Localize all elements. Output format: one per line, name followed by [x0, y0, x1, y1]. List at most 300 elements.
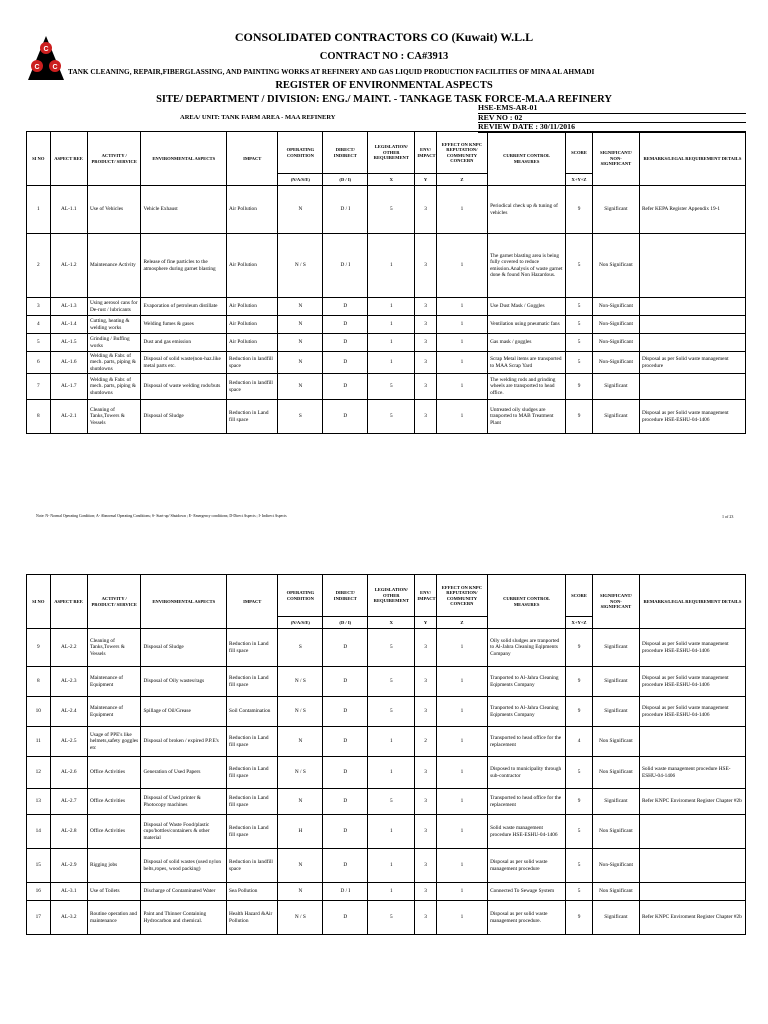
cell-y: 3: [415, 334, 436, 352]
col-score: SCORE: [566, 575, 593, 617]
cell-score: 5: [566, 883, 593, 901]
cell-direct: D: [323, 697, 368, 727]
cell-control: Disposal as per solid waste management procedure: [488, 849, 566, 883]
col-operating: OPERATING CONDITION: [278, 132, 323, 174]
cell-env-aspect: Disposal of broken / expired P.P.E's: [141, 727, 227, 757]
table-row: [27, 815, 746, 849]
sub-z: Z: [436, 174, 487, 186]
cell-si-no: 16: [27, 883, 51, 901]
cell-si-no: 10: [27, 697, 51, 727]
col-activity: ACTIVITY / PRODUCT/ SERVICE: [87, 132, 140, 186]
table-row: [27, 757, 746, 789]
col-aspect-ref: ASPECT REF.: [50, 575, 87, 629]
table-body-page-1: [27, 186, 746, 434]
cell-remarks: [639, 883, 745, 901]
col-remarks: REMARKS/LEGAL REQUIREMENT DETAILS: [639, 132, 745, 186]
svg-text:C: C: [43, 46, 49, 53]
cell-operating: N: [278, 727, 323, 757]
cell-activity: Welding & Fabr. of mech. parts, piping & shutdowns: [87, 374, 140, 400]
cell-direct: D: [323, 334, 368, 352]
sub-operating: (N/A/S/E): [278, 617, 323, 629]
cell-x: 5: [368, 697, 415, 727]
cell-operating: S: [278, 400, 323, 434]
col-legislation: LEGISLATION/ OTHER REQUIREMENT: [368, 132, 415, 174]
cell-x: 1: [368, 727, 415, 757]
cell-aspect-ref: AL-1.4: [50, 316, 87, 334]
sub-y: Y: [415, 174, 436, 186]
cell-si-no: 5: [27, 334, 51, 352]
cell-operating: N: [278, 186, 323, 234]
cell-si-no: 13: [27, 789, 51, 815]
col-effect: EFFECT ON KNPC REPUTATION/ COMMUNITY CONCERN: [436, 132, 487, 174]
cell-activity: Maintenance Activity: [87, 234, 140, 298]
cell-operating: N: [278, 374, 323, 400]
cell-env-aspect: Disposal of solid waste(non-haz.like metal parts etc.: [141, 352, 227, 374]
table-body-page-2: [27, 629, 746, 935]
cell-activity: Welding & Fabr. of mech. parts, piping & shutdowns: [87, 352, 140, 374]
cell-remarks: [639, 727, 745, 757]
cell-activity: Cleaning of Tanks,Towers & Vessels: [87, 629, 140, 667]
cell-y: 3: [415, 316, 436, 334]
cell-direct: D: [323, 374, 368, 400]
table-row: [27, 316, 746, 334]
cell-env-aspect: Disposal of Used printer & Photocopy machines: [141, 789, 227, 815]
cell-activity: Maintenance of Equipment: [87, 667, 140, 697]
cell-operating: N: [278, 298, 323, 316]
cell-activity: Maintenance of Equipment: [87, 697, 140, 727]
cell-env-aspect: Vehicle Exhaust: [141, 186, 227, 234]
cell-control: Tranported to Al-Jahra Cleaning Eqipments Company: [488, 697, 566, 727]
cell-x: 1: [368, 316, 415, 334]
cell-operating: N: [278, 883, 323, 901]
cell-z: 1: [436, 298, 487, 316]
cell-si-no: 7: [27, 374, 51, 400]
cell-y: 3: [415, 352, 436, 374]
cell-impact: Reduction in Land fill space: [227, 815, 278, 849]
cell-impact: Air Pollution: [227, 234, 278, 298]
col-significant: SIGNIFICANT/ NON-SIGNIFICANT: [592, 132, 639, 186]
review-date: REVIEW DATE : 30/11/2016: [478, 123, 746, 133]
cell-remarks: [639, 298, 745, 316]
cell-y: 3: [415, 789, 436, 815]
cell-env-aspect: Evaporation of petroleum distillate: [141, 298, 227, 316]
cell-significant: Non Significant: [592, 727, 639, 757]
aspects-table-page-1: [26, 131, 746, 434]
cell-significant: Significant: [592, 400, 639, 434]
col-controls: CURRENT CONTROL MEASURES: [488, 132, 566, 186]
cell-remarks: [639, 849, 745, 883]
cell-significant: Significant: [592, 629, 639, 667]
footer-note: Note: N- Normal Operating Condition; A- Abnormal Operating Conditions; S- Start-up/ Shutdown ; E- Emergency conditions; D-Direct Aspects ; I- Indirect Aspects: [36, 514, 287, 518]
cell-activity: Office Activities: [87, 757, 140, 789]
cell-score: 9: [566, 697, 593, 727]
cell-score: 9: [566, 789, 593, 815]
cell-env-aspect: Disposal of Sludge: [141, 400, 227, 434]
cell-env-aspect: Generation of Used Papers: [141, 757, 227, 789]
cell-control: Solid waste management procedure HSE-ESHU-04-1406: [488, 815, 566, 849]
cell-activity: Routine operation and maintenance: [87, 901, 140, 935]
cell-control: Connected To Sewage System: [488, 883, 566, 901]
cell-activity: Usage of PPE's like helmets,safety goggles etc: [87, 727, 140, 757]
cell-aspect-ref: AL-2.6: [50, 757, 87, 789]
cell-control: Transported to head office for the replacement: [488, 727, 566, 757]
cell-operating: N / S: [278, 757, 323, 789]
cell-remarks: [639, 815, 745, 849]
cell-x: 5: [368, 789, 415, 815]
col-si-no: SI NO: [27, 132, 51, 186]
cell-control: Tranported to Al-Jahra Cleaning Eqipments Company: [488, 667, 566, 697]
cell-remarks: Disposal as per Solid waste management procedure: [639, 352, 745, 374]
cell-x: 1: [368, 352, 415, 374]
cell-z: 1: [436, 334, 487, 352]
table-row: [27, 901, 746, 935]
cell-control: The welding rods and grinding wheels are transported to head office.: [488, 374, 566, 400]
cell-z: 1: [436, 757, 487, 789]
sub-operating: (N/A/S/E): [278, 174, 323, 186]
cell-aspect-ref: AL-2.5: [50, 727, 87, 757]
cell-si-no: 8: [27, 667, 51, 697]
sub-direct: (D / I): [323, 617, 368, 629]
revision-number: REV NO : 02: [478, 114, 746, 124]
document-control-box: [478, 104, 746, 133]
cell-impact: Air Pollution: [227, 186, 278, 234]
cell-x: 1: [368, 234, 415, 298]
cell-si-no: 3: [27, 298, 51, 316]
cell-y: 3: [415, 815, 436, 849]
cell-operating: N / S: [278, 697, 323, 727]
svg-text:C: C: [52, 64, 58, 71]
cell-score: 5: [566, 316, 593, 334]
cell-x: 1: [368, 815, 415, 849]
cell-z: 1: [436, 697, 487, 727]
cell-operating: N / S: [278, 667, 323, 697]
cell-env-aspect: Disposal of Oily wastes/rags: [141, 667, 227, 697]
sub-x: X: [368, 617, 415, 629]
cell-score: 9: [566, 374, 593, 400]
cell-z: 1: [436, 901, 487, 935]
col-env-aspects: ENVIRONMENTAL ASPECTS: [141, 575, 227, 629]
cell-y: 3: [415, 374, 436, 400]
cell-significant: Non-Significant: [592, 352, 639, 374]
col-score: SCORE: [566, 132, 593, 174]
cell-direct: D: [323, 815, 368, 849]
sub-score: X+Y+Z: [566, 174, 593, 186]
cell-z: 1: [436, 234, 487, 298]
cell-remarks: Disposal as per Solid waste management procedure HSE-ESHU-04-1406: [639, 667, 745, 697]
cell-activity: Use of Toilets: [87, 883, 140, 901]
cell-aspect-ref: AL-2.9: [50, 849, 87, 883]
page-number: 1 of 23: [722, 514, 734, 519]
cell-significant: Significant: [592, 374, 639, 400]
cell-remarks: Refer KNPC Enviroment Register Chapter #2b: [639, 789, 745, 815]
table-row: [27, 883, 746, 901]
col-si-no: SI NO: [27, 575, 51, 629]
cell-x: 5: [368, 901, 415, 935]
cell-impact: Reduction in landfill space: [227, 849, 278, 883]
col-legislation: LEGISLATION/ OTHER REQUIREMENT: [368, 575, 415, 617]
area-unit: AREA/ UNIT: TANK FARM AREA - MAA REFINERY: [180, 114, 336, 121]
cell-remarks: Disposal as per Solid waste management procedure HSE-ESHU-04-1406: [639, 400, 745, 434]
cell-operating: H: [278, 815, 323, 849]
cell-operating: S: [278, 629, 323, 667]
cell-aspect-ref: AL-1.1: [50, 186, 87, 234]
cell-aspect-ref: AL-2.4: [50, 697, 87, 727]
cell-si-no: 6: [27, 352, 51, 374]
cell-direct: D / I: [323, 883, 368, 901]
cell-remarks: Disposal as per Solid waste management procedure HSE-ESHU-04-1406: [639, 629, 745, 667]
cell-remarks: [639, 334, 745, 352]
col-env-impact: ENV/ IMPACT: [415, 132, 436, 174]
cell-remarks: [639, 234, 745, 298]
cell-y: 3: [415, 298, 436, 316]
col-controls: CURRENT CONTROL MEASURES: [488, 575, 566, 629]
cell-score: 9: [566, 629, 593, 667]
cell-z: 1: [436, 727, 487, 757]
cell-remarks: Refer KNPC Enviroment Register Chapter #2b: [639, 901, 745, 935]
cell-control: Use Dust Mask / Goggles: [488, 298, 566, 316]
cell-operating: N: [278, 352, 323, 374]
cell-operating: N / S: [278, 234, 323, 298]
cell-control: Scrap Metal items are transported to MAA Scrap Yard: [488, 352, 566, 374]
col-effect: EFFECT ON KNPC REPUTATION/ COMMUNITY CONCERN: [436, 575, 487, 617]
cell-x: 5: [368, 186, 415, 234]
col-impact: IMPACT: [227, 132, 278, 186]
cell-impact: Reduction in Land fill space: [227, 667, 278, 697]
cell-operating: N: [278, 316, 323, 334]
cell-env-aspect: Disposal of solid wastes (used nylon belts,ropes, wood packing): [141, 849, 227, 883]
cell-env-aspect: Disposal of Sludge: [141, 629, 227, 667]
cell-direct: D: [323, 849, 368, 883]
col-direct: DIRECT/ INDIRECT: [323, 575, 368, 617]
cell-control: The garnet blasting area is being fully covered to reduce emission.Analysis of waste garnet done & found Non Hazardous.: [488, 234, 566, 298]
cell-x: 1: [368, 883, 415, 901]
company-name: CONSOLIDATED CONTRACTORS CO (Kuwait) W.L.L: [234, 30, 534, 44]
cell-score: 5: [566, 352, 593, 374]
cell-control: Ventilation using pneumatic fans: [488, 316, 566, 334]
cell-activity: Rigging jobs: [87, 849, 140, 883]
cell-control: Periodical check up & tuning of vehicles: [488, 186, 566, 234]
cell-aspect-ref: AL-3.1: [50, 883, 87, 901]
cell-score: 5: [566, 234, 593, 298]
cell-aspect-ref: AL-2.1: [50, 400, 87, 434]
cell-score: 5: [566, 334, 593, 352]
cell-score: 4: [566, 727, 593, 757]
cell-aspect-ref: AL-1.7: [50, 374, 87, 400]
cell-env-aspect: Paint and Thinner Containing Hydrocarbon and chemical.: [141, 901, 227, 935]
cell-aspect-ref: AL-2.2: [50, 629, 87, 667]
cell-significant: Non Significant: [592, 234, 639, 298]
contract-scope: TANK CLEANING, REPAIR,FIBERGLASSING, AND PAINTING WORKS AT REFINERY AND GAS LIQUID PRODUCTION FACILITIES OF MINA AL AHMADI: [68, 67, 595, 76]
cell-si-no: 4: [27, 316, 51, 334]
cell-aspect-ref: AL-3.2: [50, 901, 87, 935]
cell-impact: Reduction in landfill space: [227, 352, 278, 374]
cell-activity: Cutting, heating & welding works: [87, 316, 140, 334]
cell-env-aspect: Spillage of Oil/Grease: [141, 697, 227, 727]
cell-z: 1: [436, 629, 487, 667]
cell-z: 1: [436, 849, 487, 883]
cell-env-aspect: Discharge of Contaminated Water: [141, 883, 227, 901]
cell-impact: Reduction in Land fill space: [227, 400, 278, 434]
cell-impact: Reduction in Land fill space: [227, 727, 278, 757]
cell-z: 1: [436, 186, 487, 234]
cell-y: 3: [415, 234, 436, 298]
cell-remarks: [639, 374, 745, 400]
cell-direct: D: [323, 757, 368, 789]
cell-y: 3: [415, 757, 436, 789]
cell-significant: Non Significant: [592, 883, 639, 901]
cell-control: Disposed to municipality through sub-contractor: [488, 757, 566, 789]
cell-significant: Non Significant: [592, 815, 639, 849]
cell-significant: Significant: [592, 789, 639, 815]
cell-x: 1: [368, 298, 415, 316]
cell-control: Disposal as per solid waste management procedure.: [488, 901, 566, 935]
cell-direct: D: [323, 316, 368, 334]
cell-env-aspect: Disposal of waste welding rods/buts: [141, 374, 227, 400]
cell-y: 3: [415, 901, 436, 935]
cell-score: 5: [566, 298, 593, 316]
cell-impact: Air Pollution: [227, 316, 278, 334]
cell-env-aspect: Release of fine particles to the atmosphere during garnet blasting: [141, 234, 227, 298]
cell-si-no: 9: [27, 629, 51, 667]
contract-number: CONTRACT NO : CA#3913: [319, 51, 449, 62]
cell-score: 9: [566, 667, 593, 697]
cell-score: 5: [566, 849, 593, 883]
cell-y: 3: [415, 400, 436, 434]
cell-impact: Reduction in landfill space: [227, 374, 278, 400]
cell-direct: D: [323, 352, 368, 374]
cell-remarks: Refer KEPA Register Appendix 19-1: [639, 186, 745, 234]
col-activity: ACTIVITY / PRODUCT/ SERVICE: [87, 575, 140, 629]
sub-score: X+Y+Z: [566, 617, 593, 629]
cell-significant: Significant: [592, 186, 639, 234]
cell-remarks: Solid waste management procedure HSE-ESHU-04-1406: [639, 757, 745, 789]
cell-z: 1: [436, 667, 487, 697]
cell-si-no: 12: [27, 757, 51, 789]
cell-impact: Health Hazard &Air Pollution: [227, 901, 278, 935]
table-row: [27, 727, 746, 757]
cell-aspect-ref: AL-1.2: [50, 234, 87, 298]
cell-si-no: 17: [27, 901, 51, 935]
cell-direct: D: [323, 298, 368, 316]
register-title: REGISTER OF ENVIRONMENTAL ASPECTS: [275, 80, 493, 91]
cell-x: 1: [368, 849, 415, 883]
col-impact: IMPACT: [227, 575, 278, 629]
cell-y: 3: [415, 667, 436, 697]
cell-control: Transported to head office for the replacement: [488, 789, 566, 815]
cell-env-aspect: Disposal of Waste Food/plastic cups/bottles/containers & other material: [141, 815, 227, 849]
cell-direct: D / I: [323, 234, 368, 298]
sub-direct: (D / I): [323, 174, 368, 186]
cell-significant: Non-Significant: [592, 316, 639, 334]
cell-x: 1: [368, 757, 415, 789]
document-number: HSE-EMS-AR-01: [478, 104, 746, 114]
svg-text:C: C: [34, 64, 40, 71]
cell-direct: D: [323, 667, 368, 697]
cell-z: 1: [436, 352, 487, 374]
cell-operating: N: [278, 334, 323, 352]
cell-impact: Soil Contamination: [227, 697, 278, 727]
cell-operating: N: [278, 849, 323, 883]
col-env-impact: ENV/ IMPACT: [415, 575, 436, 617]
cell-significant: Non-Significant: [592, 298, 639, 316]
cell-direct: D: [323, 727, 368, 757]
cell-remarks: Disposal as per Solid waste management procedure HSE-ESHU-04-1406: [639, 697, 745, 727]
cell-significant: Significant: [592, 697, 639, 727]
cell-control: Gas mask / goggles: [488, 334, 566, 352]
cell-aspect-ref: AL-2.7: [50, 789, 87, 815]
cell-y: 3: [415, 629, 436, 667]
cell-si-no: 1: [27, 186, 51, 234]
table-row: [27, 234, 746, 298]
cell-operating: N / S: [278, 901, 323, 935]
table-row: [27, 667, 746, 697]
cell-aspect-ref: AL-1.6: [50, 352, 87, 374]
cell-y: 2: [415, 727, 436, 757]
table-row: [27, 629, 746, 667]
cell-score: 9: [566, 901, 593, 935]
cell-remarks: [639, 316, 745, 334]
cell-impact: Sea Pollution: [227, 883, 278, 901]
cell-si-no: 2: [27, 234, 51, 298]
cell-significant: Non Significant: [592, 757, 639, 789]
cell-x: 5: [368, 400, 415, 434]
cell-impact: Air Pollution: [227, 298, 278, 316]
cell-si-no: 11: [27, 727, 51, 757]
cell-activity: Office Activities: [87, 815, 140, 849]
cell-y: 3: [415, 883, 436, 901]
cell-direct: D: [323, 400, 368, 434]
cell-activity: Use of Vehicles: [87, 186, 140, 234]
cell-score: 9: [566, 400, 593, 434]
cell-score: 5: [566, 757, 593, 789]
cell-z: 1: [436, 815, 487, 849]
table-row: [27, 374, 746, 400]
cell-z: 1: [436, 374, 487, 400]
aspects-table-page-2: [26, 574, 746, 935]
cell-significant: Significant: [592, 667, 639, 697]
cell-x: 5: [368, 629, 415, 667]
cell-significant: Significant: [592, 901, 639, 935]
table-row: [27, 352, 746, 374]
cell-impact: Reduction in Land fill space: [227, 789, 278, 815]
col-env-aspects: ENVIRONMENTAL ASPECTS: [141, 132, 227, 186]
cell-si-no: 14: [27, 815, 51, 849]
cell-score: 5: [566, 815, 593, 849]
cell-z: 1: [436, 883, 487, 901]
table-row: [27, 789, 746, 815]
cell-significant: Non-Significant: [592, 334, 639, 352]
cell-impact: Reduction in Land fill space: [227, 757, 278, 789]
cell-score: 9: [566, 186, 593, 234]
cell-direct: D: [323, 629, 368, 667]
cell-si-no: 8: [27, 400, 51, 434]
cell-x: 5: [368, 374, 415, 400]
col-aspect-ref: ASPECT REF.: [50, 132, 87, 186]
cell-y: 3: [415, 186, 436, 234]
cell-aspect-ref: AL-2.3: [50, 667, 87, 697]
table-row: [27, 400, 746, 434]
cell-activity: Grinding / Buffing works: [87, 334, 140, 352]
cell-impact: Air Pollution: [227, 334, 278, 352]
cell-aspect-ref: AL-2.8: [50, 815, 87, 849]
sub-z: Z: [436, 617, 487, 629]
col-direct: DIRECT/ INDIRECT: [323, 132, 368, 174]
col-remarks: REMARKS/LEGAL REQUIREMENT DETAILS: [639, 575, 745, 629]
cell-env-aspect: Dust and gas emission: [141, 334, 227, 352]
cell-y: 3: [415, 849, 436, 883]
cell-activity: Cleaning of Tanks,Towers & Vessels: [87, 400, 140, 434]
cell-x: 5: [368, 667, 415, 697]
